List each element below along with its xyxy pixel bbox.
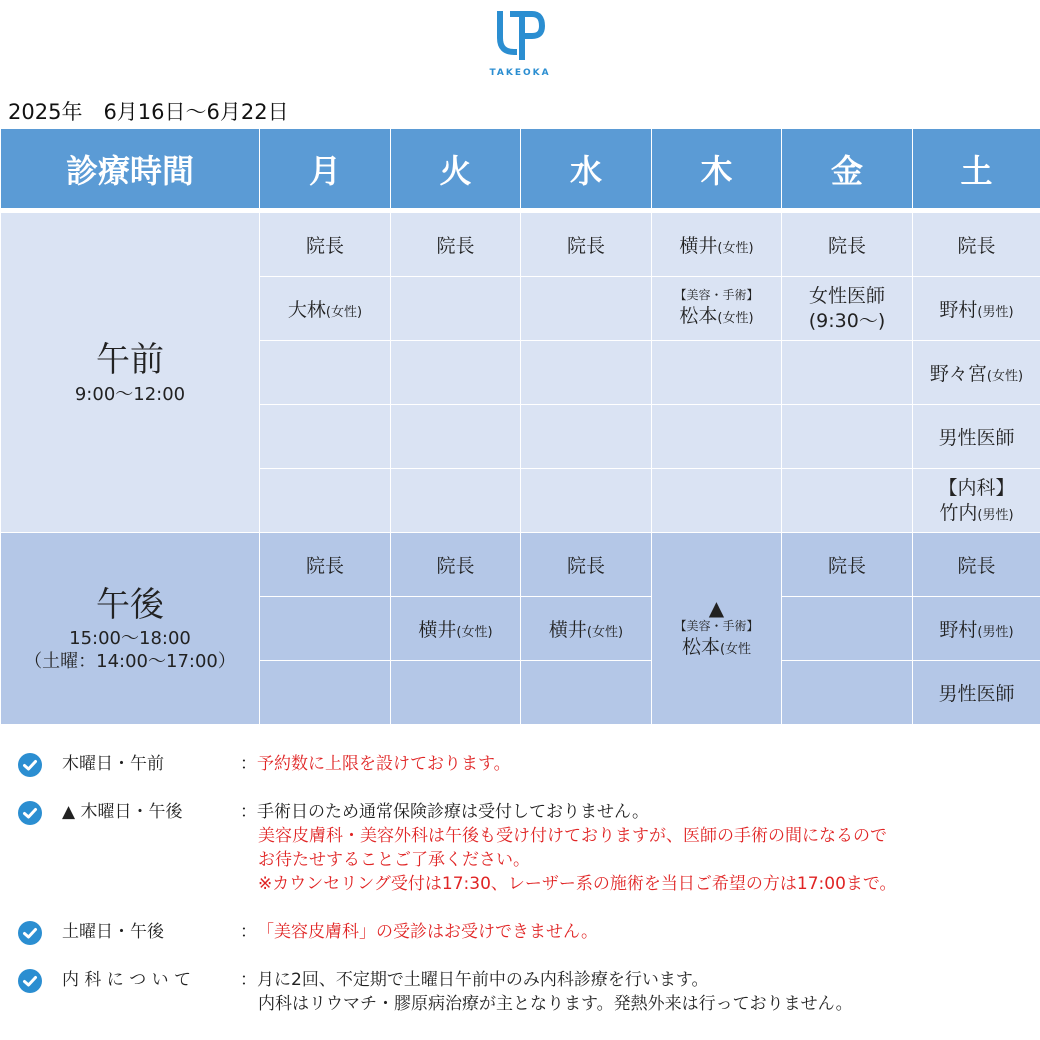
header-hours: 診療時間 xyxy=(1,129,260,209)
gender-note: (男性) xyxy=(977,507,1014,523)
schedule-table xyxy=(0,128,1040,725)
gender-note: (女性) xyxy=(325,305,363,320)
gender-note: (女性) xyxy=(586,625,624,640)
am4-sat: 男性医師 xyxy=(913,405,1040,469)
am3-mon xyxy=(260,341,391,405)
pm1-wed: 院長 xyxy=(521,533,652,597)
brand-logo xyxy=(0,8,1040,78)
pm1-mon: 院長 xyxy=(260,533,391,597)
morning-period xyxy=(1,213,260,533)
note-thursday-afternoon xyxy=(18,800,1028,896)
header-fri: 金 xyxy=(782,129,913,209)
morning-row-1 xyxy=(1,213,1040,277)
doctor-name: 横井 xyxy=(548,619,587,641)
pm2-sat xyxy=(913,597,1040,661)
note-text: 美容皮膚科・美容外科は午後も受け付けておりますが、医師の手術の間になるので xyxy=(258,826,887,846)
doctor-name: 野村 xyxy=(939,619,978,641)
note-label: 木曜日・午前 xyxy=(62,754,164,774)
gender-note: (女性) xyxy=(717,310,754,326)
brand-name: TAKEOKA xyxy=(489,68,551,78)
triangle-icon: ▲ xyxy=(708,596,725,621)
afternoon-row-1 xyxy=(1,533,1040,597)
pm3-wed xyxy=(521,661,652,725)
am3-sat xyxy=(913,341,1040,405)
note-sep: ： xyxy=(240,754,257,774)
gender-note: (女性) xyxy=(717,241,754,256)
dept-label: 【美容・手術】 xyxy=(674,619,759,634)
pm3-sat: 男性医師 xyxy=(913,661,1040,725)
am5-mon xyxy=(260,469,391,533)
pm1-fri: 院長 xyxy=(782,533,913,597)
am3-fri xyxy=(782,341,913,405)
header-thu: 木 xyxy=(652,129,782,209)
am4-fri xyxy=(782,405,913,469)
doctor-name: 松本 xyxy=(679,304,718,327)
note-label: ▲ 木曜日・午後 xyxy=(62,802,183,822)
check-circle-icon xyxy=(18,801,42,825)
pm2-mon xyxy=(260,597,391,661)
note-label: 土曜日・午後 xyxy=(62,922,164,942)
pm3-mon xyxy=(260,661,391,725)
pm2-tue xyxy=(391,597,521,661)
am1-thu xyxy=(652,213,782,277)
note-thursday-morning xyxy=(18,752,1028,776)
note-text: お待たせすることご了承ください。 xyxy=(258,850,530,870)
am5-tue xyxy=(391,469,521,533)
pm3-tue xyxy=(391,661,521,725)
pm3-fri xyxy=(782,661,913,725)
am5-sat xyxy=(913,469,1040,533)
notes-section xyxy=(18,752,1028,1040)
gender-note: (女性 xyxy=(719,641,752,657)
header-row xyxy=(1,129,1040,209)
pm1-sat: 院長 xyxy=(913,533,1040,597)
am1-tue: 院長 xyxy=(391,213,521,277)
afternoon-title: 午後 xyxy=(96,584,164,625)
takeoka-logo-icon xyxy=(492,8,548,64)
am5-fri xyxy=(782,469,913,533)
pm1-tue: 院長 xyxy=(391,533,521,597)
note-text: 手術日のため通常保険診療は受付しておりません。 xyxy=(257,802,650,822)
gender-note: (男性) xyxy=(977,625,1014,640)
pm-thu xyxy=(652,533,782,725)
afternoon-time-saturday: （土曜：14:00～17:00） xyxy=(24,650,236,672)
am1-sat: 院長 xyxy=(913,213,1040,277)
pm2-wed xyxy=(521,597,652,661)
header-tue: 火 xyxy=(391,129,521,209)
doctor-name: 野村 xyxy=(939,299,978,321)
doctor-name: 松本 xyxy=(681,635,720,658)
note-saturday-afternoon xyxy=(18,920,1028,944)
morning-time: 9:00～12:00 xyxy=(74,383,186,405)
am4-mon xyxy=(260,405,391,469)
header-wed: 水 xyxy=(521,129,652,209)
gender-note: (女性) xyxy=(456,625,493,640)
note-sep: ： xyxy=(240,802,257,822)
am3-tue xyxy=(391,341,521,405)
doctor-name: 大林 xyxy=(287,299,326,321)
note-text: ※カウンセリング受付は17:30、レーザー系の施術を当日ご希望の方は17:00まで。 xyxy=(258,874,897,894)
check-circle-icon xyxy=(18,921,42,945)
check-circle-icon xyxy=(18,753,42,777)
note-label: 内 科 に つ い て xyxy=(62,970,192,990)
am4-tue xyxy=(391,405,521,469)
am3-thu xyxy=(652,341,782,405)
am5-thu xyxy=(652,469,782,533)
afternoon-period xyxy=(1,533,260,725)
am2-mon xyxy=(260,277,391,341)
start-time-note: (9:30～) xyxy=(808,309,886,332)
doctor-name: 横井 xyxy=(418,619,457,641)
am1-mon: 院長 xyxy=(260,213,391,277)
am2-wed xyxy=(521,277,652,341)
note-text: 予約数に上限を設けております。 xyxy=(257,754,511,774)
morning-title: 午前 xyxy=(96,340,164,380)
doctor-name: 竹内 xyxy=(939,501,978,524)
note-sep: ： xyxy=(240,922,257,942)
doctor-name: 横井 xyxy=(679,235,718,257)
am3-wed xyxy=(521,341,652,405)
am4-wed xyxy=(521,405,652,469)
gender-note: (男性) xyxy=(977,305,1014,320)
am2-thu xyxy=(652,277,782,341)
gender-note: (女性) xyxy=(986,369,1024,384)
note-internal-medicine xyxy=(18,968,1028,1016)
header-sat: 土 xyxy=(913,129,1040,209)
note-text: 「美容皮膚科」の受診はお受けできません。 xyxy=(257,922,599,942)
dept-label: 【美容・手術】 xyxy=(674,288,759,303)
week-range: 2025年 6月16日～6月22日 xyxy=(8,100,289,124)
afternoon-time: 15:00～18:00 xyxy=(69,628,191,650)
note-sep: ： xyxy=(240,970,257,990)
pm2-fri xyxy=(782,597,913,661)
note-text: 月に2回、不定期で土曜日午前中のみ内科診療を行います。 xyxy=(257,970,709,990)
header-mon: 月 xyxy=(260,129,391,209)
note-text: 内科はリウマチ・膠原病治療が主となります。発熱外来は行っておりません。 xyxy=(258,994,853,1014)
am1-wed: 院長 xyxy=(521,213,652,277)
dept-label: 【内科】 xyxy=(938,476,1015,499)
doctor-name: 女性医師 xyxy=(808,284,885,307)
am2-tue xyxy=(391,277,521,341)
check-circle-icon xyxy=(18,969,42,993)
am1-fri: 院長 xyxy=(782,213,913,277)
am2-sat xyxy=(913,277,1040,341)
am4-thu xyxy=(652,405,782,469)
am5-wed xyxy=(521,469,652,533)
doctor-name: 野々宮 xyxy=(929,363,987,385)
am2-fri xyxy=(782,277,913,341)
